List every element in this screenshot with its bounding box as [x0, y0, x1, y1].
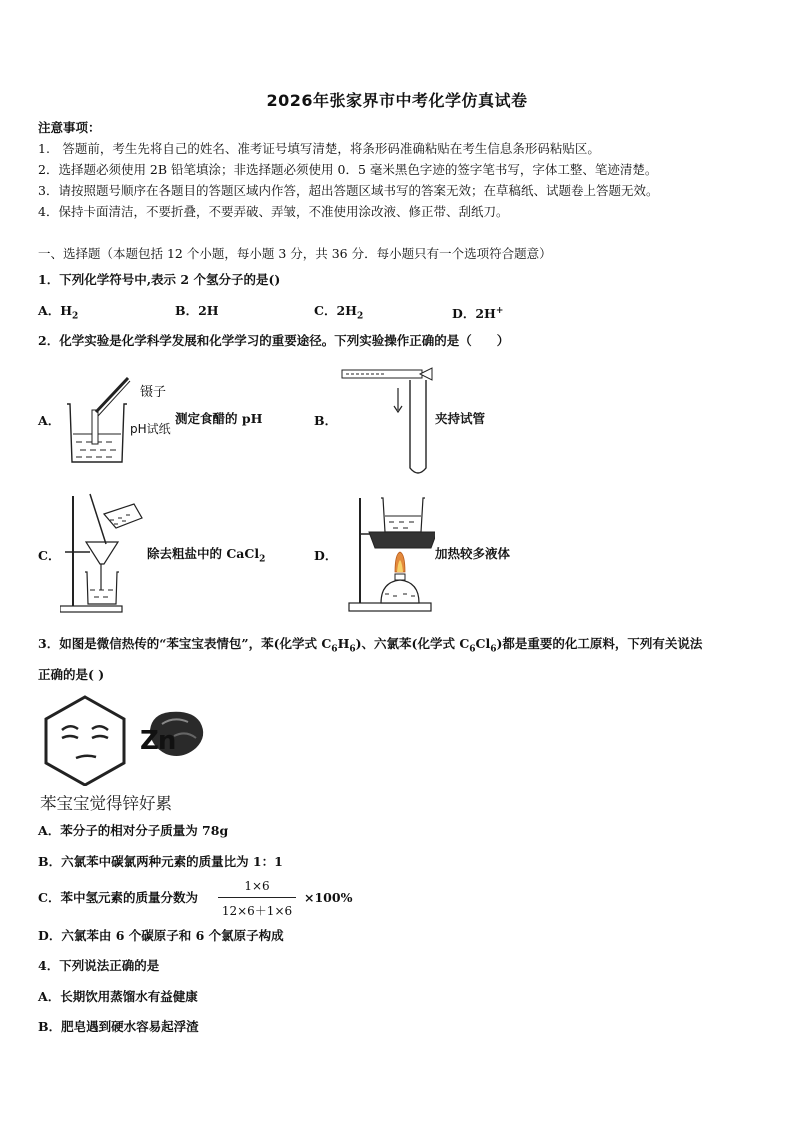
notice-item-4: 4．保持卡面清洁，不要折叠，不要弄破、弄皱，不准使用涂改液、修正带、刮纸刀。	[38, 204, 509, 219]
q3-option-c: C．苯中氢元素的质量分数为	[38, 890, 198, 905]
filtration-figure	[60, 490, 150, 615]
section-heading: 一、选择题（本题包括 12 个小题，每小题 3 分，共 36 分．每小题只有一个选项符合题意）	[38, 246, 552, 261]
page-title: 2026年张家界市中考化学仿真试卷	[266, 91, 528, 110]
q1-option-b: B．2H	[175, 303, 219, 318]
q3-stem-line2: 正确的是( )	[38, 667, 105, 682]
notice-item-3: 3．请按照题号顺序在各题目的答题区域内作答，超出答题区域书写的答案无效；在草稿纸、试题卷上答题无效。	[38, 183, 659, 198]
fraction-percent: ×100%	[304, 890, 353, 905]
q2-option-c-text: 除去粗盐中的 CaCl$_2$	[147, 546, 266, 565]
q1-stem: 1．下列化学符号中,表示 2 个氢分子的是()	[38, 272, 281, 287]
ph-paper-label: pH试纸	[130, 422, 171, 436]
notice-heading: 注意事项：	[38, 120, 101, 135]
test-tube-holder-figure	[340, 364, 440, 479]
q2-option-d-letter: D．	[314, 548, 338, 563]
q2-option-c-letter: C．	[38, 548, 61, 563]
tweezers-label: 镊子	[140, 385, 167, 400]
q1-option-a: A．$H_2$	[38, 303, 79, 322]
q2-option-b-text: 夹持试管	[435, 411, 486, 426]
q3-stem-line1: 3．如图是微信热传的“苯宝宝表情包”，苯(化学式 $C_6H_6$)、六氯苯(化学式 $C_6Cl_6$)都是重要的化工原料，下列有关说法	[38, 636, 703, 655]
q2-option-b-letter: B．	[314, 413, 338, 428]
q4-stem: 4．下列说法正确的是	[38, 958, 160, 973]
q2-option-a-text: 测定食醋的 pH	[175, 411, 263, 426]
q3-option-a: A．苯分子的相对分子质量为 78g	[38, 823, 229, 838]
q3-option-d: D．六氯苯由 6 个碳原子和 6 个氯原子构成	[38, 928, 284, 943]
benzene-face-figure	[40, 694, 130, 786]
q2-option-a-letter: A．	[38, 413, 61, 428]
zinc-symbol: Zn	[140, 726, 176, 756]
q3-option-b: B．六氯苯中碳氯两种元素的质量比为 1：1	[38, 854, 283, 869]
q4-option-a: A．长期饮用蒸馏水有益健康	[38, 989, 198, 1004]
meme-caption: 苯宝宝觉得锌好累	[40, 794, 172, 813]
heating-figure	[345, 490, 435, 615]
notice-item-1: 1. 答题前，考生先将自己的姓名、准考证号填写清楚，将条形码准确粘贴在考生信息条形码粘贴区。	[38, 141, 600, 156]
q1-option-d: D．2H+	[452, 306, 504, 322]
fraction-denominator: 12×6＋1×6	[221, 904, 293, 918]
q1-option-c: C．$2H_2$	[314, 303, 364, 322]
q2-stem: 2．化学实验是化学科学发展和化学学习的重要途径。下列实验操作正确的是（ ）	[38, 333, 510, 348]
fraction-bar	[218, 897, 296, 898]
q2-option-d-text: 加热较多液体	[435, 546, 511, 561]
fraction-numerator: 1×6	[244, 879, 270, 893]
notice-item-2: 2．选择题必须使用 2B 铅笔填涂；非选择题必须使用 0．5 毫米黑色字迹的签字笔书写，字体工整、笔迹清楚。	[38, 162, 658, 177]
q4-option-b: B．肥皂遇到硬水容易起浮渣	[38, 1019, 199, 1034]
